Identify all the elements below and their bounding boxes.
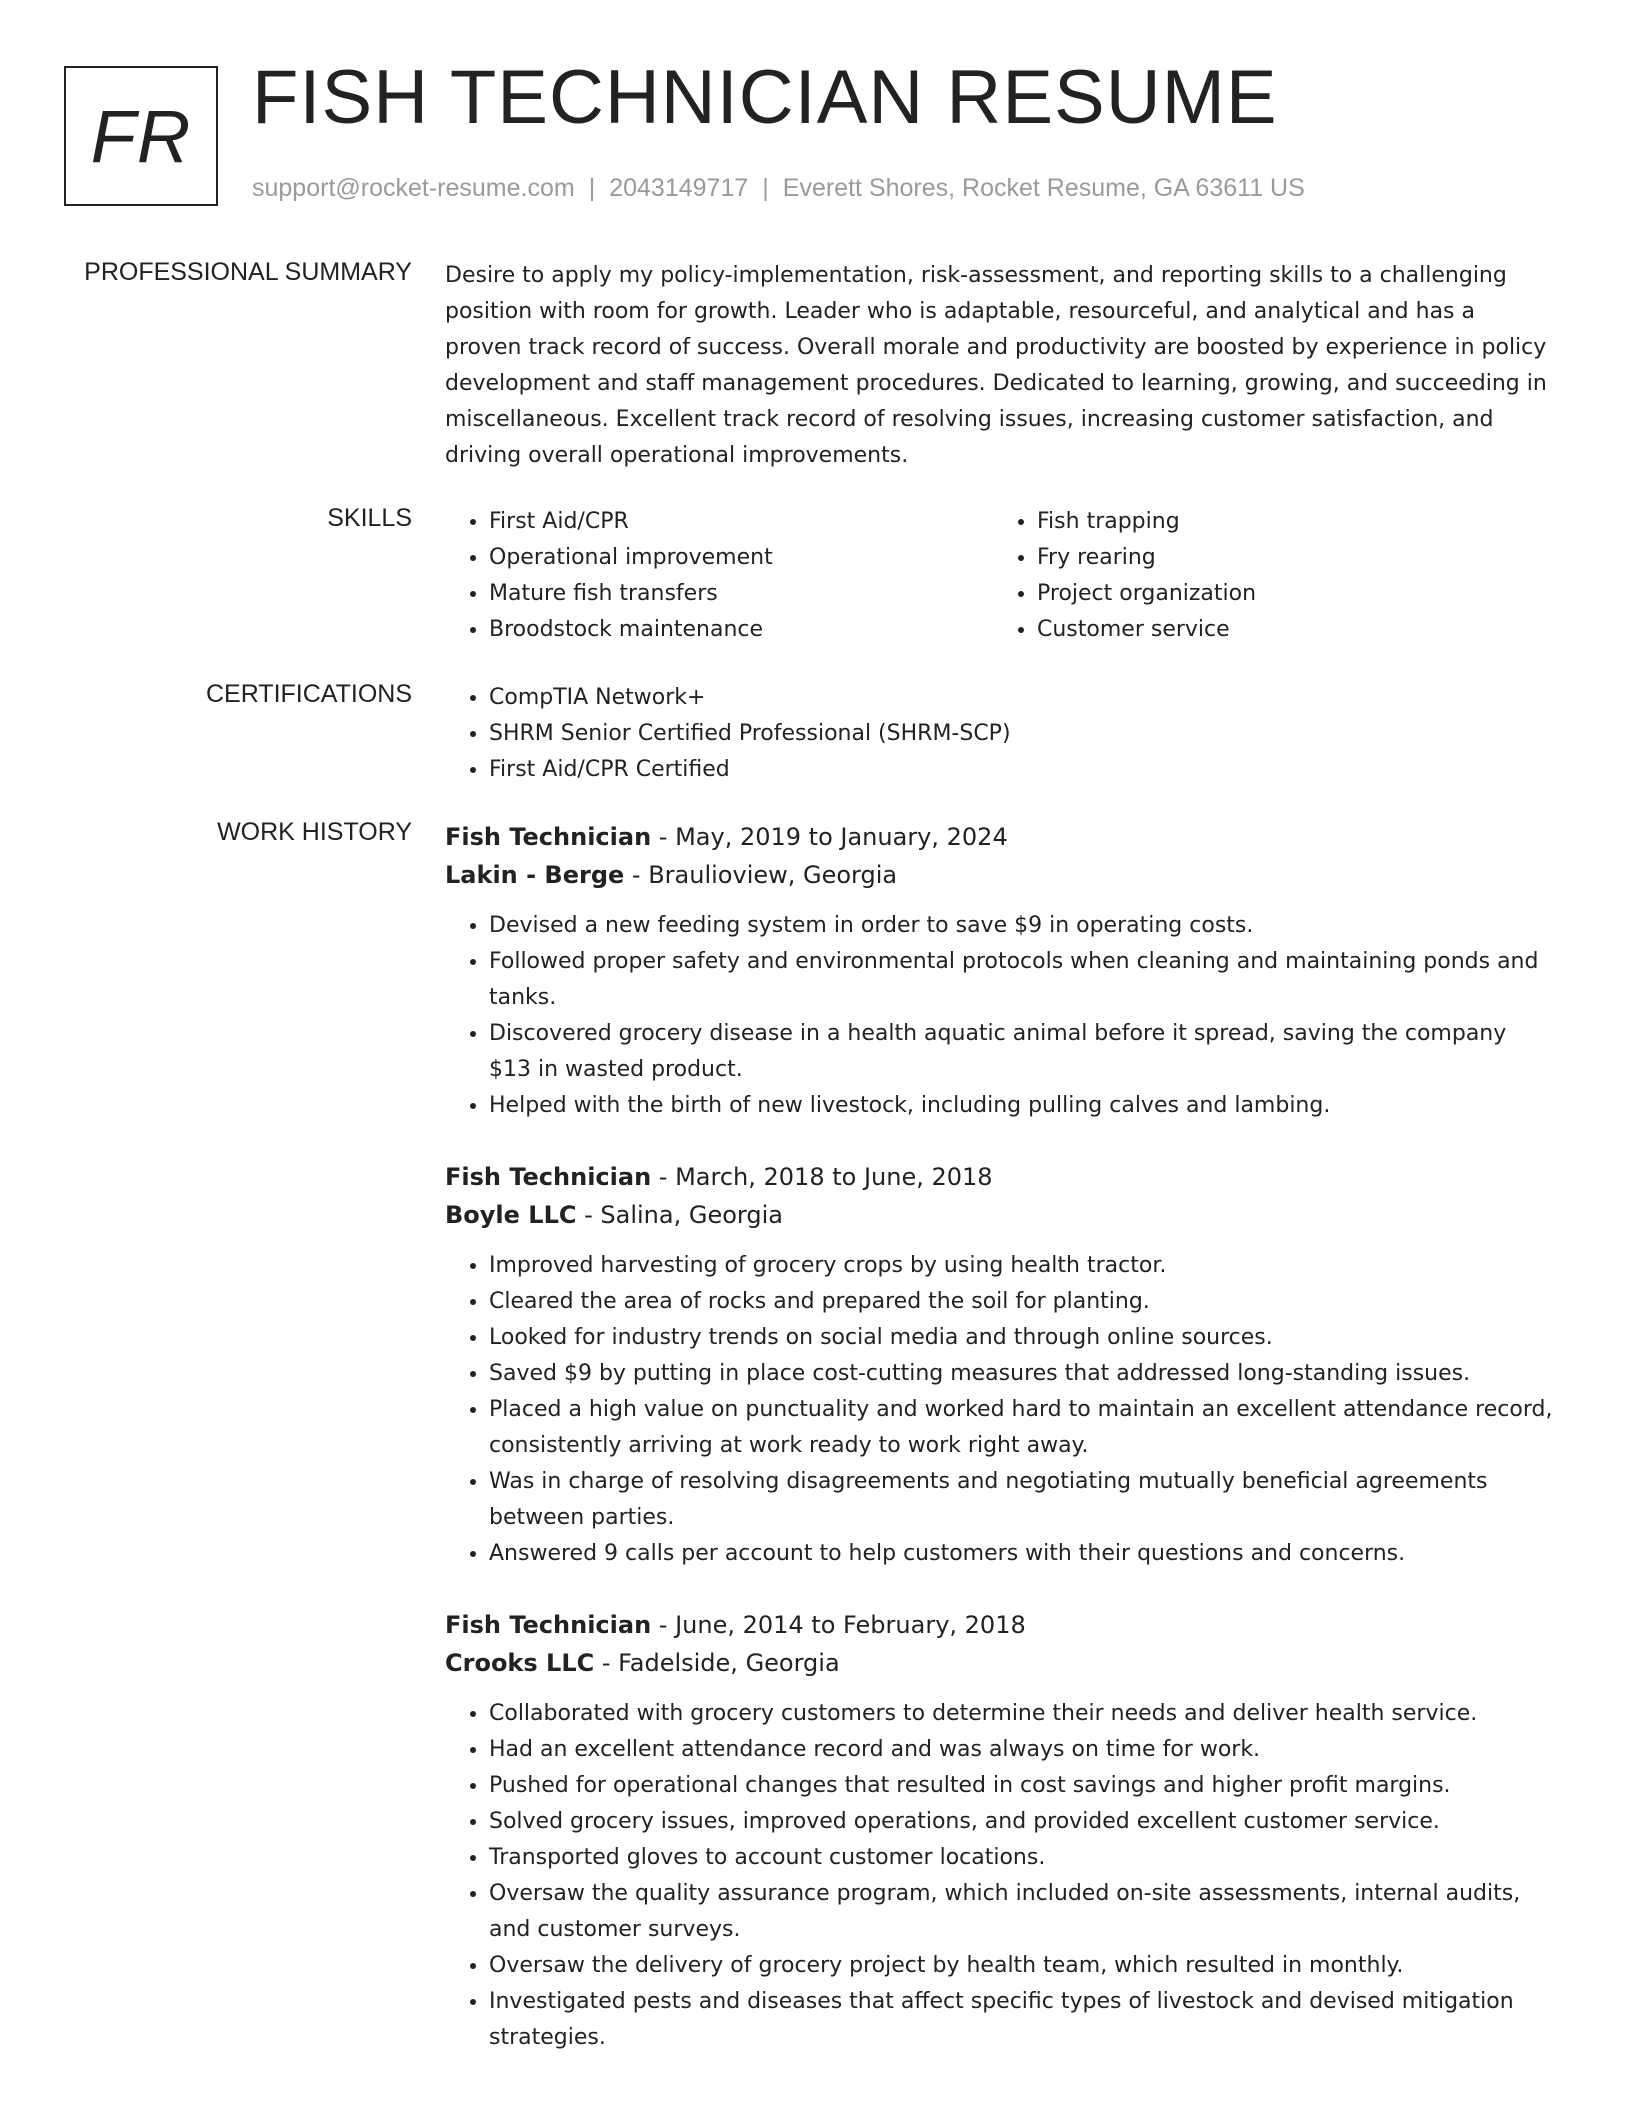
job-bullet: • Investigated pests and diseases that affect specific types of livestock and devised mitigation strategies.: [489, 1984, 1555, 2056]
section-label-work-history: WORK HISTORY: [217, 818, 412, 846]
job-entry: [445, 818, 1555, 1124]
skill-item: • Operational improvement: [489, 540, 993, 576]
job-company: Crooks LLC: [445, 1649, 595, 1677]
contact-separator: |: [588, 174, 596, 202]
job-bullet: • Placed a high value on punctuality and worked hard to maintain an excellent attendance record, consistently arriving at work ready to work right away.: [489, 1392, 1555, 1464]
contact-separator: |: [762, 174, 769, 202]
job-dash: -: [651, 823, 676, 851]
job-bullet: • Improved harvesting of grocery crops by using health tractor.: [489, 1248, 1555, 1284]
job-bullet: • Helped with the birth of new livestock, including pulling calves and lambing.: [489, 1088, 1555, 1124]
certifications-list: [445, 680, 1555, 788]
job-bullet: • Collaborated with grocery customers to determine their needs and deliver health service.: [489, 1696, 1555, 1732]
job-dash: -: [576, 1201, 601, 1229]
job-company-line: [445, 1196, 1555, 1234]
certification-item: • CompTIA Network+: [489, 680, 1555, 716]
contact-phone: 2043149717: [609, 174, 749, 202]
certification-item: • First Aid/CPR Certified: [489, 752, 1555, 788]
section-label-skills: SKILLS: [327, 504, 412, 532]
job-dash: -: [594, 1649, 619, 1677]
skills-right-list: [993, 504, 1541, 648]
job-location: Braulioview, Georgia: [648, 861, 898, 889]
certification-item: • SHRM Senior Certified Professional (SHRM-SCP): [489, 716, 1555, 752]
job-bullet: • Pushed for operational changes that resulted in cost savings and higher profit margins.: [489, 1768, 1555, 1804]
job-dash: -: [651, 1611, 676, 1639]
job-location: Fadelside, Georgia: [618, 1649, 840, 1677]
monogram-badge: FR: [64, 66, 218, 206]
job-bullet: • Was in charge of resolving disagreements and negotiating mutually beneficial agreements between parties.: [489, 1464, 1555, 1536]
job-company: Lakin - Berge: [445, 861, 625, 889]
skill-item: • Fish trapping: [1037, 504, 1541, 540]
skill-item: • Project organization: [1037, 576, 1541, 612]
job-bullet: • Transported gloves to account customer locations.: [489, 1840, 1555, 1876]
job-title: Fish Technician: [445, 1611, 652, 1639]
job-dash: -: [624, 861, 649, 889]
resume-title: FISH TECHNICIAN RESUME: [252, 55, 1278, 140]
job-dates: May, 2019 to January, 2024: [675, 823, 1008, 851]
job-company: Boyle LLC: [445, 1201, 577, 1229]
job-bullets: [445, 1248, 1555, 1572]
job-title-line: [445, 1158, 1555, 1196]
job-bullet: • Looked for industry trends on social media and through online sources.: [489, 1320, 1555, 1356]
job-title: Fish Technician: [445, 1163, 652, 1191]
job-bullet: • Oversaw the delivery of grocery project by health team, which resulted in monthly.: [489, 1948, 1555, 1984]
skill-item: • Mature fish transfers: [489, 576, 993, 612]
job-location: Salina, Georgia: [600, 1201, 783, 1229]
job-title-line: [445, 818, 1555, 856]
job-bullet: • Cleared the area of rocks and prepared the soil for planting.: [489, 1284, 1555, 1320]
job-bullet: • Discovered grocery disease in a health aquatic animal before it spread, saving the company $13 in wasted product.: [489, 1016, 1555, 1088]
job-dash: -: [651, 1163, 676, 1191]
skill-item: • Customer service: [1037, 612, 1541, 648]
job-company-line: [445, 1644, 1555, 1682]
contact-email: support@rocket-resume.com: [252, 174, 575, 202]
section-label-certifications: CERTIFICATIONS: [205, 680, 412, 708]
job-bullet: • Solved grocery issues, improved operations, and provided excellent customer service.: [489, 1804, 1555, 1840]
job-dates: March, 2018 to June, 2018: [675, 1163, 993, 1191]
skills-grid: [445, 504, 1555, 648]
section-label-summary: PROFESSIONAL SUMMARY: [84, 258, 412, 286]
job-bullet: • Answered 9 calls per account to help customers with their questions and concerns.: [489, 1536, 1555, 1572]
certifications-body: [445, 680, 1555, 788]
job-bullets: [445, 908, 1555, 1124]
summary-body: [445, 258, 1555, 474]
contact-address: Everett Shores, Rocket Resume, GA 63611 US: [782, 174, 1305, 202]
job-company-line: [445, 856, 1555, 894]
job-entry: [445, 1158, 1555, 1572]
work-history-body: [445, 818, 1555, 2090]
skills-left-list: [445, 504, 993, 648]
job-dates: June, 2014 to February, 2018: [675, 1611, 1026, 1639]
job-bullet: • Had an excellent attendance record and was always on time for work.: [489, 1732, 1555, 1768]
job-bullet: • Saved $9 by putting in place cost-cutting measures that addressed long-standing issues.: [489, 1356, 1555, 1392]
job-title: Fish Technician: [445, 823, 652, 851]
skill-item: • First Aid/CPR: [489, 504, 993, 540]
contact-line: [252, 174, 1305, 203]
summary-text: Desire to apply my policy-implementation, risk-assessment, and reporting skills to a challenging position with room for growth. Leader who is adaptable, resourceful, and analytical and has a proven track record of success. Overall morale and productivity are boosted by experience in policy development and staff management procedures. Dedicated to learning, growing, and succeeding in miscellaneous. Excellent track record of resolving issues, increasing customer satisfaction, and driving overall operational improvements.: [445, 263, 1547, 468]
skills-body: [445, 504, 1555, 648]
skill-item: • Broodstock maintenance: [489, 612, 993, 648]
job-bullet: • Oversaw the quality assurance program, which included on-site assessments, internal audits, and customer surveys.: [489, 1876, 1555, 1948]
job-bullet: • Followed proper safety and environmental protocols when cleaning and maintaining ponds and tanks.: [489, 944, 1555, 1016]
job-bullet: • Devised a new feeding system in order to save $9 in operating costs.: [489, 908, 1555, 944]
skill-item: • Fry rearing: [1037, 540, 1541, 576]
job-bullets: [445, 1696, 1555, 2056]
job-entry: [445, 1606, 1555, 2056]
job-title-line: [445, 1606, 1555, 1644]
